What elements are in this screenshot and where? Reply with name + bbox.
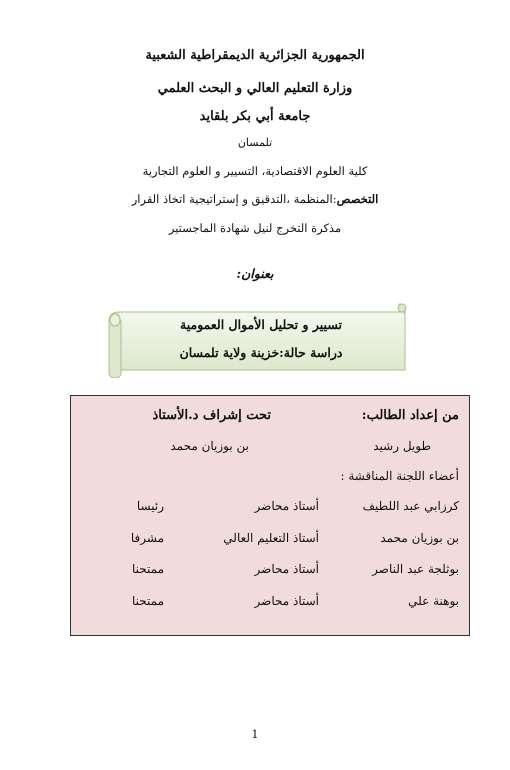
title-label: بعنوان: — [236, 266, 274, 281]
specialty-label: التخصص — [336, 192, 379, 206]
specialty-line — [0, 192, 510, 206]
student-header: من إعداد الطالب: — [361, 408, 459, 423]
member-role: ممتحنا — [131, 562, 164, 576]
city-line: تلمسان — [237, 136, 273, 149]
member-role: رئيسا — [136, 499, 164, 513]
specialty-value: :المنظمة ،التدقيق و إستراتيجية اتخاذ القرار — [131, 192, 337, 206]
member-name: بوهنة علي — [408, 594, 459, 608]
scroll-shape — [105, 300, 417, 378]
member-rank: أستاذ محاضر — [254, 594, 319, 608]
banner-title: تسيير و تحليل الأموال العمومية — [180, 317, 342, 332]
member-name: بن بوزيان محمد — [380, 531, 459, 545]
title-banner — [105, 300, 417, 378]
members-header: أعضاء اللجنة المناقشة : — [340, 469, 459, 483]
member-rank: أستاذ محاضر — [254, 499, 319, 513]
memo-line: مذكرة التخرج لنيل شهادة الماجستير — [168, 221, 342, 235]
supervisor-header: تحت إشراف د.الأستاذ — [152, 408, 271, 423]
student-name: طويل رشيد — [373, 439, 431, 453]
university-line: جامعة أبي بكر بلقايد — [199, 109, 311, 124]
member-rank: أستاذ التعليم العالي — [223, 531, 319, 545]
page-number: 1 — [251, 728, 259, 741]
ministry-line: وزارة التعليم العالي و البحث العلمي — [157, 81, 353, 96]
committee-box — [70, 395, 470, 636]
republic-line: الجمهورية الجزائرية الديمقراطية الشعبية — [145, 48, 365, 63]
faculty-line: كلية العلوم الاقتصادية، التسيير و العلوم التجارية — [142, 164, 368, 178]
member-name: كرزابي عبد اللطيف — [362, 499, 459, 513]
banner-subtitle: دراسة حالة:خزينة ولاية تلمسان — [179, 345, 343, 360]
member-name: بوثلجة عبد الناصر — [372, 562, 459, 576]
member-rank: أستاذ محاضر — [254, 562, 319, 576]
supervisor-name: بن بوزيان محمد — [170, 439, 249, 453]
member-role: ممتحنا — [131, 594, 164, 608]
member-role: مشرفا — [130, 531, 164, 545]
